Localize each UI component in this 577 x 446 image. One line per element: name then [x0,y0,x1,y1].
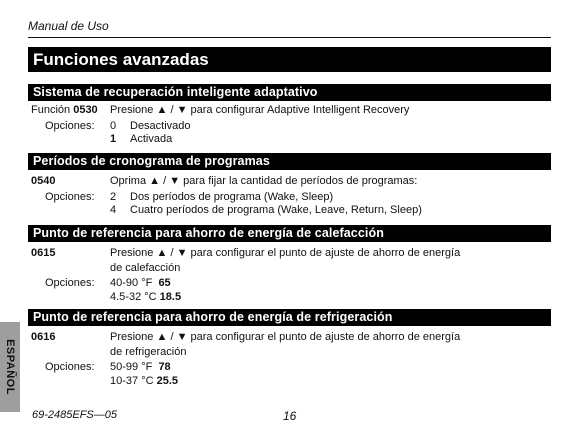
down-arrow-icon: ▼ [169,175,181,187]
option-label: Activada [130,133,173,145]
function-code: 0616 [31,331,56,343]
function-description: Presione ▲ / ▼ para configurar el punto de ajuste de ahorro de energía [110,331,461,343]
option-default: 78 [158,361,171,373]
document-header-title: Manual de Uso [28,19,109,33]
function-code: 0615 [31,247,56,259]
option-default: 65 [158,277,171,289]
function-description-continued: de calefacción [110,262,181,274]
option-value: 4 [110,204,117,216]
options-label: Opciones: [45,120,95,132]
option-default: 25.5 [156,375,179,387]
option-label: Desactivado [130,120,191,132]
function-code: 0530 [73,104,98,116]
option-range: 40-90 °F 65 [110,277,171,289]
function-code: 0540 [31,175,56,187]
up-arrow-icon: ▲ [156,104,168,116]
section-title-adaptive-recovery: Sistema de recuperación inteligente adaptativo [28,84,551,101]
function-prefix: Función [31,104,71,116]
options-label: Opciones: [45,191,95,203]
page-number: 16 [283,409,297,423]
option-range: 50-99 °F 78 [110,361,171,373]
option-label: Cuatro períodos de programa (Wake, Leave, Return, Sleep) [130,204,422,216]
option-value: 0 [110,120,117,132]
section-title-cool-savings: Punto de referencia para ahorro de energía de refrigeración [28,309,551,326]
section-title-heat-savings: Punto de referencia para ahorro de energía de calefacción [28,225,551,242]
function-description: Presione ▲ / ▼ para configurar Adaptive Intelligent Recovery [110,104,410,116]
function-description: Oprima ▲ / ▼ para fijar la cantidad de períodos de programas: [110,175,418,187]
language-side-tab-label: ESPAÑOL [4,339,16,395]
down-arrow-icon: ▼ [176,331,188,343]
option-label: Dos períodos de programa (Wake, Sleep) [130,191,334,203]
footer-document-code: 69-2485EFS—05 [32,409,117,421]
header-rule [28,37,551,38]
option-range: 10-37 °C 25.5 [110,375,179,387]
up-arrow-icon: ▲ [156,331,168,343]
up-arrow-icon: ▲ [149,175,161,187]
function-description-continued: de refrigeración [110,346,187,358]
options-label: Opciones: [45,277,95,289]
down-arrow-icon: ▼ [176,104,188,116]
section-title-schedule-periods: Períodos de cronograma de programas [28,153,551,170]
page-title: Funciones avanzadas [28,47,551,72]
options-label: Opciones: [45,361,95,373]
option-value: 1 [110,133,117,145]
option-value: 2 [110,191,117,203]
up-arrow-icon: ▲ [156,247,168,259]
option-range: 4.5-32 °C 18.5 [110,291,182,303]
function-description: Presione ▲ / ▼ para configurar el punto de ajuste de ahorro de energía [110,247,461,259]
function-line-0530 [31,103,98,117]
option-default: 18.5 [159,291,182,303]
down-arrow-icon: ▼ [176,247,188,259]
